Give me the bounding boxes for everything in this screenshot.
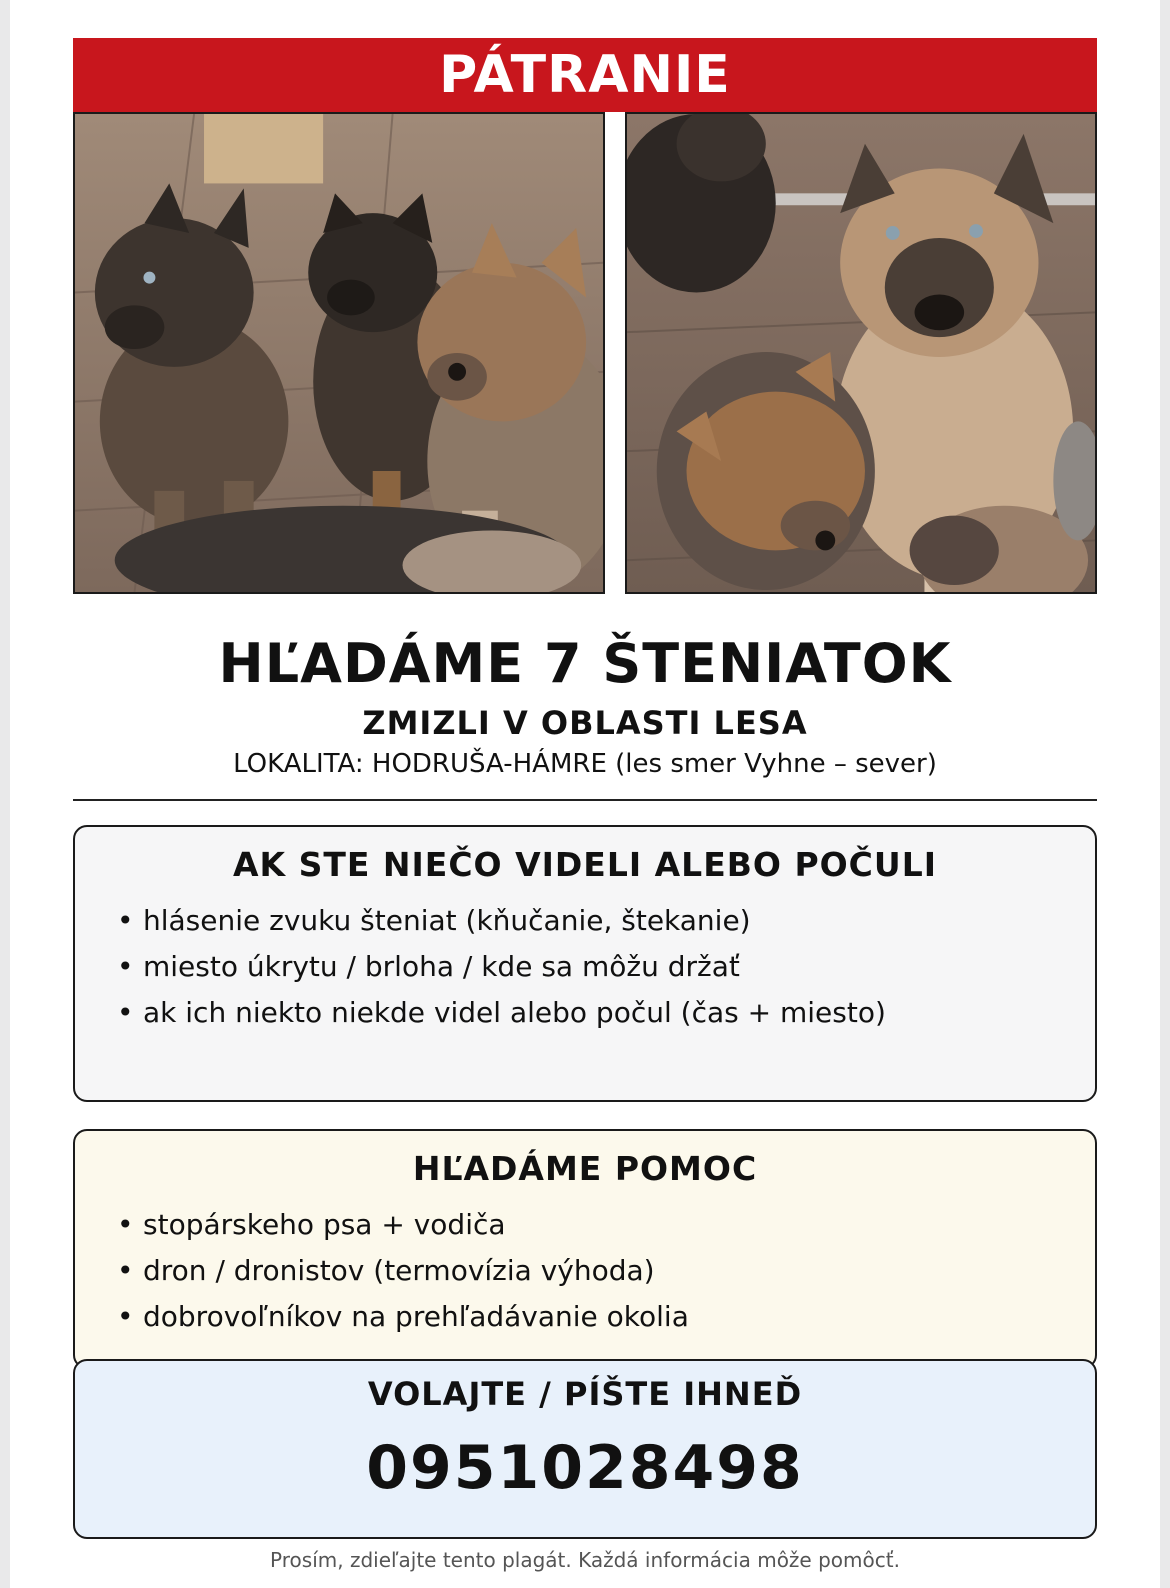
headline: HĽADÁME 7 ŠTENIATOK (218, 632, 952, 695)
banner (73, 38, 1097, 112)
puppies-photo-right (625, 112, 1097, 594)
seen-box-title: AK STE NIEČO VIDELI ALEBO POČULI (232, 845, 938, 884)
contact-box (73, 1359, 1097, 1539)
puppies-photo-left-image (75, 114, 603, 592)
subheadline: ZMIZLI V OBLASTI LESA (362, 704, 808, 742)
list-item: • miesto úkrytu / brloha / kde sa môžu držať (117, 944, 1095, 990)
puppies-photo-right-image (627, 114, 1095, 592)
seen-info-box (73, 825, 1097, 1102)
footer-note: Prosím, zdieľajte tento plagát. Každá informácia môže pomôcť. (270, 1548, 900, 1572)
divider (73, 799, 1097, 801)
seen-list (75, 898, 1095, 1036)
list-item: • ak ich niekto niekde videl alebo počul (čas + miesto) (117, 990, 1095, 1036)
list-item: • dobrovoľníkov na prehľadávanie okolia (117, 1294, 1095, 1340)
help-box-title: HĽADÁME POMOC (412, 1149, 758, 1188)
list-item: • dron / dronistov (termovízia výhoda) (117, 1248, 1095, 1294)
list-item: • hlásenie zvuku šteniat (kňučanie, štekanie) (117, 898, 1095, 944)
contact-title: VOLAJTE / PÍŠTE IHNEĎ (367, 1375, 803, 1413)
puppies-photo-left (73, 112, 605, 594)
help-needed-box (73, 1129, 1097, 1369)
phone-number[interactable]: 0951028498 (366, 1433, 804, 1503)
list-item: • stopárskeho psa + vodiča (117, 1202, 1095, 1248)
help-list (75, 1202, 1095, 1340)
location-line: LOKALITA: HODRUŠA-HÁMRE (les smer Vyhne – sever) (233, 749, 937, 779)
banner-title: PÁTRANIE (439, 45, 731, 105)
